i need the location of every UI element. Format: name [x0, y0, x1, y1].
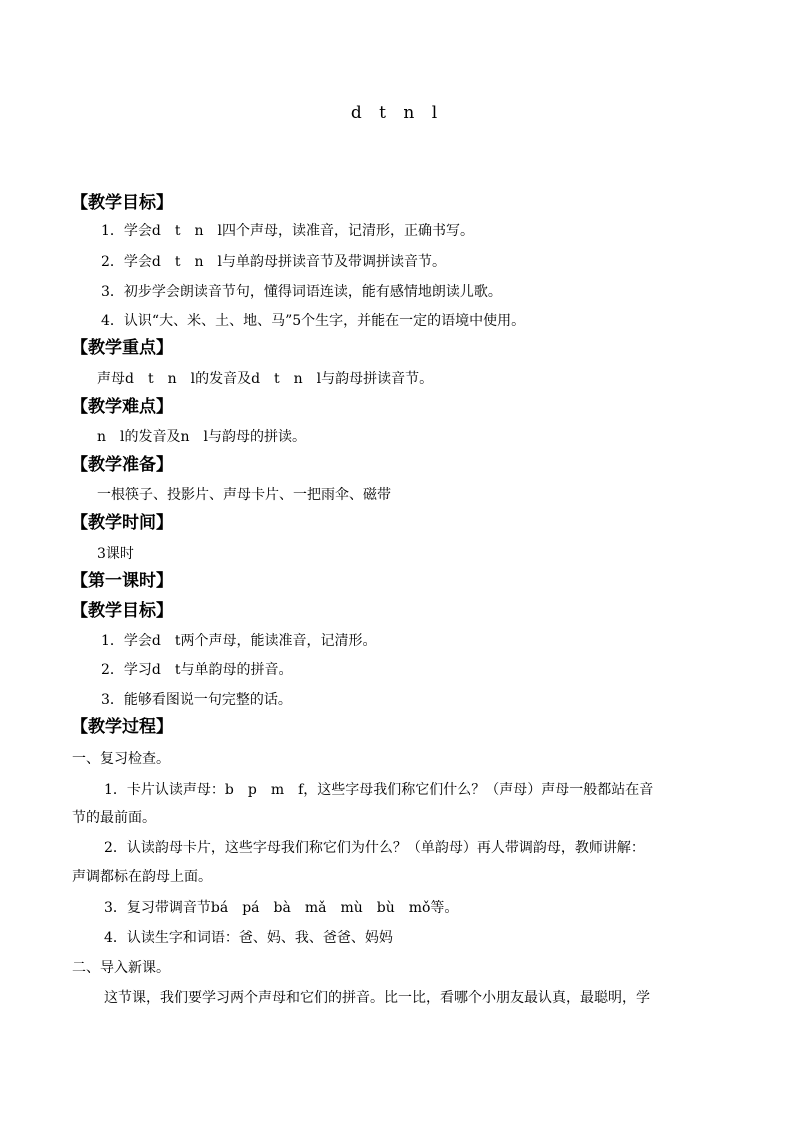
key-point-text: 声母d t n l的发音及d t n l与韵母拼读音节。 [97, 371, 434, 387]
review-section-title: 一、复习检查。 [72, 751, 170, 767]
preparation-heading: 【教学准备】 [71, 455, 173, 475]
review-item-2-line-1: 2．认读韵母卡片，这些字母我们称它们为什么？（单韵母）再人带调韵母，教师讲解： [104, 840, 645, 856]
intro-section-title: 二、导入新课。 [72, 960, 170, 976]
process-heading: 【教学过程】 [71, 717, 173, 737]
difficulty-heading: 【教学难点】 [71, 397, 173, 417]
lesson1-goal-item-3: 3．能够看图说一句完整的话。 [101, 692, 292, 708]
lesson1-goal-item-1: 1．学会d t两个声母，能读准音，记清形。 [101, 633, 377, 649]
review-item-1-line-1: 1．卡片认读声母：b p m f，这些字母我们称它们什么？（声母）声母一般都站在音 [104, 782, 654, 798]
lesson1-goal-item-2: 2．学习d t与单韵母的拼音。 [101, 662, 293, 678]
review-item-1-line-2: 节的最前面。 [72, 810, 156, 826]
teaching-goal-heading: 【教学目标】 [71, 193, 173, 213]
first-lesson-goal-heading: 【教学目标】 [71, 601, 173, 621]
goal-item-3: 3．初步学会朗读音节句，懂得词语连读，能有感情地朗读儿歌。 [101, 284, 502, 300]
first-lesson-heading: 【第一课时】 [71, 571, 173, 591]
teaching-time-heading: 【教学时间】 [71, 513, 173, 533]
review-item-2-line-2: 声调都标在韵母上面。 [72, 869, 212, 885]
key-point-heading: 【教学重点】 [71, 338, 173, 358]
review-item-3: 3．复习带调音节bá pá bà mǎ mù bù mǒ等。 [104, 900, 459, 916]
difficulty-text: n l的发音及n l与韵母的拼读。 [97, 429, 306, 445]
goal-item-2: 2．学会d t n l与单韵母拼读音节及带调拼读音节。 [101, 254, 446, 270]
intro-text: 这节课，我们要学习两个声母和它们的拼音。比一比，看哪个小朋友最认真，最聪明，学 [104, 990, 650, 1006]
document-title: d t n l [350, 103, 444, 123]
teaching-time-text: 3课时 [97, 546, 134, 562]
preparation-text: 一根筷子、投影片、声母卡片、一把雨伞、磁带 [97, 487, 391, 503]
review-item-4: 4．认读生字和词语：爸、妈、我、爸爸、妈妈 [104, 930, 393, 946]
goal-item-1: 1．学会d t n l四个声母，读准音，记清形，正确书写。 [101, 223, 474, 239]
goal-item-4: 4．认识“大、米、土、地、马”5个生字，并能在一定的语境中使用。 [101, 313, 526, 329]
